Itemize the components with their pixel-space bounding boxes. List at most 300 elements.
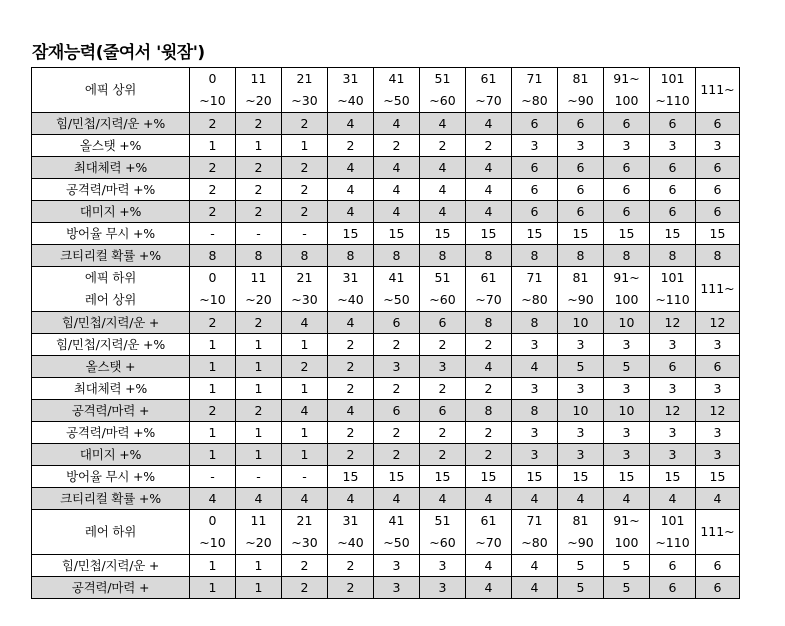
stat-value: 1 (282, 444, 328, 466)
level-range-cell (420, 510, 466, 555)
level-range-text: 81 (572, 71, 589, 86)
stat-value: 6 (650, 201, 696, 223)
stat-value: 6 (650, 179, 696, 201)
stat-value: 4 (328, 113, 374, 135)
stat-value: 3 (650, 334, 696, 356)
stat-value: 2 (190, 157, 236, 179)
stat-value: 8 (512, 312, 558, 334)
stat-value: 6 (650, 555, 696, 577)
level-range-text: 41 (388, 270, 405, 285)
stat-value: 6 (374, 400, 420, 422)
level-range-text: ~20 (245, 535, 272, 550)
stat-value: 6 (558, 113, 604, 135)
stat-value: 4 (512, 488, 558, 510)
level-range-cell (236, 510, 282, 555)
stat-value: 6 (696, 179, 740, 201)
stat-label: 공격력/마력 + (32, 577, 190, 599)
level-range-text: 11 (250, 71, 267, 86)
stat-row (32, 157, 740, 179)
stat-value: 6 (650, 356, 696, 378)
stat-value: 6 (650, 113, 696, 135)
stat-value: 4 (420, 157, 466, 179)
stat-value: 2 (420, 422, 466, 444)
stat-value: 2 (236, 113, 282, 135)
level-range-text: ~20 (245, 93, 272, 108)
stat-value: 4 (512, 356, 558, 378)
stat-value: 8 (512, 400, 558, 422)
stat-value: 2 (282, 113, 328, 135)
stat-value: 3 (512, 422, 558, 444)
section-header-label (32, 510, 190, 555)
stat-value: 3 (558, 135, 604, 157)
level-range-text: 51 (434, 71, 451, 86)
stat-value: 8 (558, 245, 604, 267)
level-range-text: 91~ (613, 71, 640, 86)
stat-value: 2 (328, 356, 374, 378)
stat-value: 4 (466, 201, 512, 223)
stat-value: 8 (328, 245, 374, 267)
stat-value: 2 (466, 378, 512, 400)
stat-label: 올스탯 + (32, 356, 190, 378)
stat-value: 1 (236, 356, 282, 378)
stat-value: 4 (512, 577, 558, 599)
stat-row (32, 223, 740, 245)
level-range-text: 21 (296, 270, 313, 285)
stat-label: 최대체력 +% (32, 378, 190, 400)
stat-value: 15 (650, 466, 696, 488)
stat-label: 크티리컬 확률 +% (32, 245, 190, 267)
stat-row (32, 488, 740, 510)
stat-value: 8 (512, 245, 558, 267)
level-range-cell (190, 68, 236, 113)
stat-value: 1 (190, 334, 236, 356)
stat-value: 3 (604, 378, 650, 400)
stat-value: 5 (558, 356, 604, 378)
stat-value: 6 (696, 555, 740, 577)
stat-value: - (236, 466, 282, 488)
stat-value: 4 (466, 157, 512, 179)
level-range-text: 111~ (700, 281, 735, 296)
stat-value: 8 (650, 245, 696, 267)
stat-value: 6 (604, 179, 650, 201)
stat-row (32, 201, 740, 223)
stat-value: 2 (236, 201, 282, 223)
stat-value: 4 (282, 312, 328, 334)
level-range-cell (650, 510, 696, 555)
level-range-text: 51 (434, 270, 451, 285)
stat-value: 3 (374, 555, 420, 577)
stat-label: 최대체력 +% (32, 157, 190, 179)
level-range-cell (374, 510, 420, 555)
level-range-cell (282, 68, 328, 113)
stat-value: 15 (650, 223, 696, 245)
level-range-cell (190, 267, 236, 312)
level-range-cell (558, 267, 604, 312)
stat-value: 4 (328, 400, 374, 422)
level-range-text: ~90 (567, 535, 594, 550)
stat-value: 2 (420, 444, 466, 466)
stat-value: 2 (466, 135, 512, 157)
stat-value: 10 (558, 400, 604, 422)
level-range-text: 71 (526, 513, 543, 528)
stat-value: 3 (558, 422, 604, 444)
stat-value: 4 (466, 356, 512, 378)
stat-value: 6 (696, 113, 740, 135)
stat-row (32, 135, 740, 157)
level-range-text: ~50 (383, 535, 410, 550)
level-range-text: 41 (388, 71, 405, 86)
stat-value: 1 (190, 422, 236, 444)
stat-value: 15 (420, 466, 466, 488)
level-range-text: 61 (480, 270, 497, 285)
level-range-cell (604, 510, 650, 555)
stat-value: 12 (696, 400, 740, 422)
level-range-cell (604, 267, 650, 312)
stat-value: 4 (420, 201, 466, 223)
level-range-text: 31 (342, 71, 359, 86)
stat-value: 2 (374, 422, 420, 444)
level-range-text: ~110 (655, 292, 690, 307)
level-range-text: ~80 (521, 93, 548, 108)
level-range-text: ~40 (337, 535, 364, 550)
stat-value: 12 (696, 312, 740, 334)
level-range-cell (236, 267, 282, 312)
stat-value: 4 (466, 179, 512, 201)
level-range-text: 31 (342, 270, 359, 285)
stat-value: 4 (466, 113, 512, 135)
stat-value: 6 (512, 179, 558, 201)
stat-value: 6 (650, 577, 696, 599)
level-range-text: 51 (434, 513, 451, 528)
stat-row (32, 334, 740, 356)
level-range-cell (696, 267, 740, 312)
level-range-cell (512, 510, 558, 555)
stat-value: 3 (696, 444, 740, 466)
stat-value: 2 (190, 400, 236, 422)
stat-value: 15 (558, 223, 604, 245)
stat-row (32, 356, 740, 378)
level-range-cell (328, 510, 374, 555)
stat-value: 10 (604, 400, 650, 422)
stat-value: 6 (558, 179, 604, 201)
stat-value: 5 (604, 356, 650, 378)
stat-value: 3 (512, 135, 558, 157)
stat-value: 4 (374, 201, 420, 223)
stat-value: 4 (328, 488, 374, 510)
stat-row (32, 466, 740, 488)
stat-row (32, 378, 740, 400)
stat-value: 6 (558, 157, 604, 179)
level-range-text: 101 (660, 71, 685, 86)
level-range-text: ~10 (199, 93, 226, 108)
level-range-cell (558, 68, 604, 113)
stat-value: 2 (420, 334, 466, 356)
stat-value: 2 (328, 577, 374, 599)
stat-value: 1 (190, 555, 236, 577)
level-range-cell (374, 68, 420, 113)
section-header-label-line: 에픽 하위 (84, 270, 137, 285)
stat-row (32, 113, 740, 135)
stat-value: 3 (650, 378, 696, 400)
stat-value: 6 (696, 201, 740, 223)
section-header-label (32, 267, 190, 312)
stat-value: 2 (466, 444, 512, 466)
level-range-text: ~30 (291, 93, 318, 108)
stat-label: 크티리컬 확률 +% (32, 488, 190, 510)
stat-value: 2 (328, 444, 374, 466)
stat-value: 2 (328, 135, 374, 157)
stat-value: 2 (236, 179, 282, 201)
level-range-text: 100 (614, 93, 639, 108)
stat-row (32, 577, 740, 599)
stat-row (32, 555, 740, 577)
stat-row (32, 422, 740, 444)
stat-value: 15 (604, 466, 650, 488)
stat-value: 6 (420, 400, 466, 422)
stat-value: 15 (696, 223, 740, 245)
stat-value: 2 (282, 356, 328, 378)
stat-value: 4 (650, 488, 696, 510)
stat-value: 3 (604, 334, 650, 356)
level-range-text: ~70 (475, 535, 502, 550)
stat-value: 4 (420, 113, 466, 135)
level-range-cell (466, 68, 512, 113)
stat-value: 4 (328, 312, 374, 334)
level-range-text: 91~ (613, 513, 640, 528)
stat-value: 6 (558, 201, 604, 223)
stat-value: 8 (466, 400, 512, 422)
stat-row (32, 245, 740, 267)
stat-value: 4 (374, 157, 420, 179)
stat-value: 6 (512, 157, 558, 179)
stat-value: 12 (650, 312, 696, 334)
stat-value: 15 (558, 466, 604, 488)
stat-label: 힘/민첩/지력/운 + (32, 555, 190, 577)
stat-value: 2 (236, 312, 282, 334)
section-header-row (32, 68, 740, 113)
stat-value: 5 (558, 577, 604, 599)
stat-value: 8 (236, 245, 282, 267)
stat-value: 4 (282, 400, 328, 422)
stat-value: 1 (236, 378, 282, 400)
stat-value: 3 (512, 444, 558, 466)
stat-value: 4 (696, 488, 740, 510)
section-header-row (32, 267, 740, 312)
stat-value: 8 (190, 245, 236, 267)
stat-value: 15 (374, 466, 420, 488)
level-range-text: ~90 (567, 292, 594, 307)
level-range-cell (512, 68, 558, 113)
stat-row (32, 400, 740, 422)
stat-value: 2 (190, 201, 236, 223)
level-range-text: ~70 (475, 93, 502, 108)
stat-label: 공격력/마력 +% (32, 422, 190, 444)
stat-value: 10 (558, 312, 604, 334)
stat-value: 15 (328, 223, 374, 245)
stat-value: 4 (466, 577, 512, 599)
stat-value: 3 (558, 378, 604, 400)
stat-value: 1 (282, 378, 328, 400)
stat-value: 2 (374, 378, 420, 400)
stat-value: 5 (604, 555, 650, 577)
stat-row (32, 312, 740, 334)
level-range-text: 31 (342, 513, 359, 528)
stat-value: 6 (650, 157, 696, 179)
stat-value: 3 (420, 356, 466, 378)
stat-value: 1 (190, 356, 236, 378)
level-range-text: 101 (660, 270, 685, 285)
stat-value: 12 (650, 400, 696, 422)
stat-value: 2 (190, 179, 236, 201)
stat-value: 3 (374, 356, 420, 378)
stat-value: 3 (696, 135, 740, 157)
stat-value: 3 (420, 555, 466, 577)
stat-value: 4 (420, 488, 466, 510)
level-range-cell (236, 68, 282, 113)
stat-value: 2 (282, 555, 328, 577)
stat-value: 3 (650, 444, 696, 466)
stat-value: 4 (374, 488, 420, 510)
stat-row (32, 444, 740, 466)
level-range-cell (696, 68, 740, 113)
level-range-text: 100 (614, 292, 639, 307)
stat-value: 3 (650, 422, 696, 444)
stat-value: - (190, 223, 236, 245)
stat-value: 2 (374, 444, 420, 466)
level-range-text: 21 (296, 71, 313, 86)
stat-value: 2 (374, 135, 420, 157)
stat-value: 8 (604, 245, 650, 267)
stat-value: 4 (190, 488, 236, 510)
section-header-label-line: 레어 상위 (84, 292, 137, 307)
page-title: 잠재능력(줄여서 '윗잠') (32, 43, 205, 63)
stat-value: 3 (650, 135, 696, 157)
stat-value: 2 (466, 334, 512, 356)
stat-value: 2 (328, 555, 374, 577)
level-range-cell (374, 267, 420, 312)
stat-value: 15 (604, 223, 650, 245)
stat-value: 4 (282, 488, 328, 510)
stat-value: 15 (420, 223, 466, 245)
level-range-text: ~60 (429, 292, 456, 307)
stat-value: 1 (190, 378, 236, 400)
stat-label: 공격력/마력 + (32, 400, 190, 422)
level-range-text: ~90 (567, 93, 594, 108)
stat-value: 2 (282, 201, 328, 223)
stat-value: 8 (282, 245, 328, 267)
stat-label: 올스탯 +% (32, 135, 190, 157)
level-range-text: 100 (614, 535, 639, 550)
level-range-text: ~80 (521, 292, 548, 307)
stat-value: 15 (466, 223, 512, 245)
stat-value: 1 (236, 444, 282, 466)
level-range-text: 0 (208, 513, 217, 528)
stat-value: 3 (696, 334, 740, 356)
level-range-text: 91~ (613, 270, 640, 285)
stat-value: 6 (512, 201, 558, 223)
potential-table (31, 67, 740, 599)
stat-value: 1 (236, 577, 282, 599)
level-range-cell (328, 68, 374, 113)
level-range-text: ~10 (199, 292, 226, 307)
level-range-text: ~60 (429, 93, 456, 108)
level-range-text: ~80 (521, 535, 548, 550)
level-range-cell (282, 510, 328, 555)
level-range-text: ~110 (655, 535, 690, 550)
stat-value: 6 (420, 312, 466, 334)
stat-value: 15 (374, 223, 420, 245)
stat-value: 15 (696, 466, 740, 488)
stat-value: 3 (604, 135, 650, 157)
stat-value: 2 (420, 135, 466, 157)
stat-value: 3 (512, 334, 558, 356)
stat-value: 8 (466, 245, 512, 267)
stat-value: 8 (466, 312, 512, 334)
stat-value: 6 (696, 157, 740, 179)
level-range-text: ~50 (383, 292, 410, 307)
stat-value: 10 (604, 312, 650, 334)
stat-value: 15 (512, 223, 558, 245)
level-range-cell (190, 510, 236, 555)
stat-value: 2 (466, 422, 512, 444)
stat-label: 공격력/마력 +% (32, 179, 190, 201)
level-range-text: ~30 (291, 535, 318, 550)
level-range-cell (282, 267, 328, 312)
stat-value: 8 (696, 245, 740, 267)
stat-value: 15 (512, 466, 558, 488)
level-range-text: ~70 (475, 292, 502, 307)
stat-value: 6 (604, 157, 650, 179)
level-range-cell (328, 267, 374, 312)
level-range-cell (696, 510, 740, 555)
stat-value: 6 (604, 113, 650, 135)
level-range-text: ~40 (337, 93, 364, 108)
level-range-text: 61 (480, 513, 497, 528)
level-range-cell (420, 267, 466, 312)
stat-value: 6 (512, 113, 558, 135)
stat-value: 2 (236, 157, 282, 179)
stat-value: 2 (328, 378, 374, 400)
stat-value: 3 (604, 422, 650, 444)
level-range-text: 61 (480, 71, 497, 86)
stat-value: 4 (466, 555, 512, 577)
stat-value: 2 (236, 400, 282, 422)
stat-value: - (282, 466, 328, 488)
stat-value: 2 (190, 113, 236, 135)
stat-value: 15 (328, 466, 374, 488)
stat-label: 힘/민첩/지력/운 +% (32, 334, 190, 356)
stat-value: 3 (558, 334, 604, 356)
level-range-text: 71 (526, 71, 543, 86)
stat-value: 2 (328, 334, 374, 356)
level-range-text: ~60 (429, 535, 456, 550)
stat-value: 6 (604, 201, 650, 223)
stat-value: 1 (236, 555, 282, 577)
level-range-text: 81 (572, 513, 589, 528)
stat-value: 4 (374, 113, 420, 135)
stat-value: 1 (236, 334, 282, 356)
level-range-text: 111~ (700, 82, 735, 97)
stat-label: 대미지 +% (32, 201, 190, 223)
stat-value: - (190, 466, 236, 488)
level-range-text: ~10 (199, 535, 226, 550)
section-header-label-line: 레어 하위 (84, 524, 137, 539)
level-range-text: 11 (250, 270, 267, 285)
level-range-text: 11 (250, 513, 267, 528)
stat-value: 4 (328, 201, 374, 223)
level-range-text: 101 (660, 513, 685, 528)
level-range-cell (558, 510, 604, 555)
